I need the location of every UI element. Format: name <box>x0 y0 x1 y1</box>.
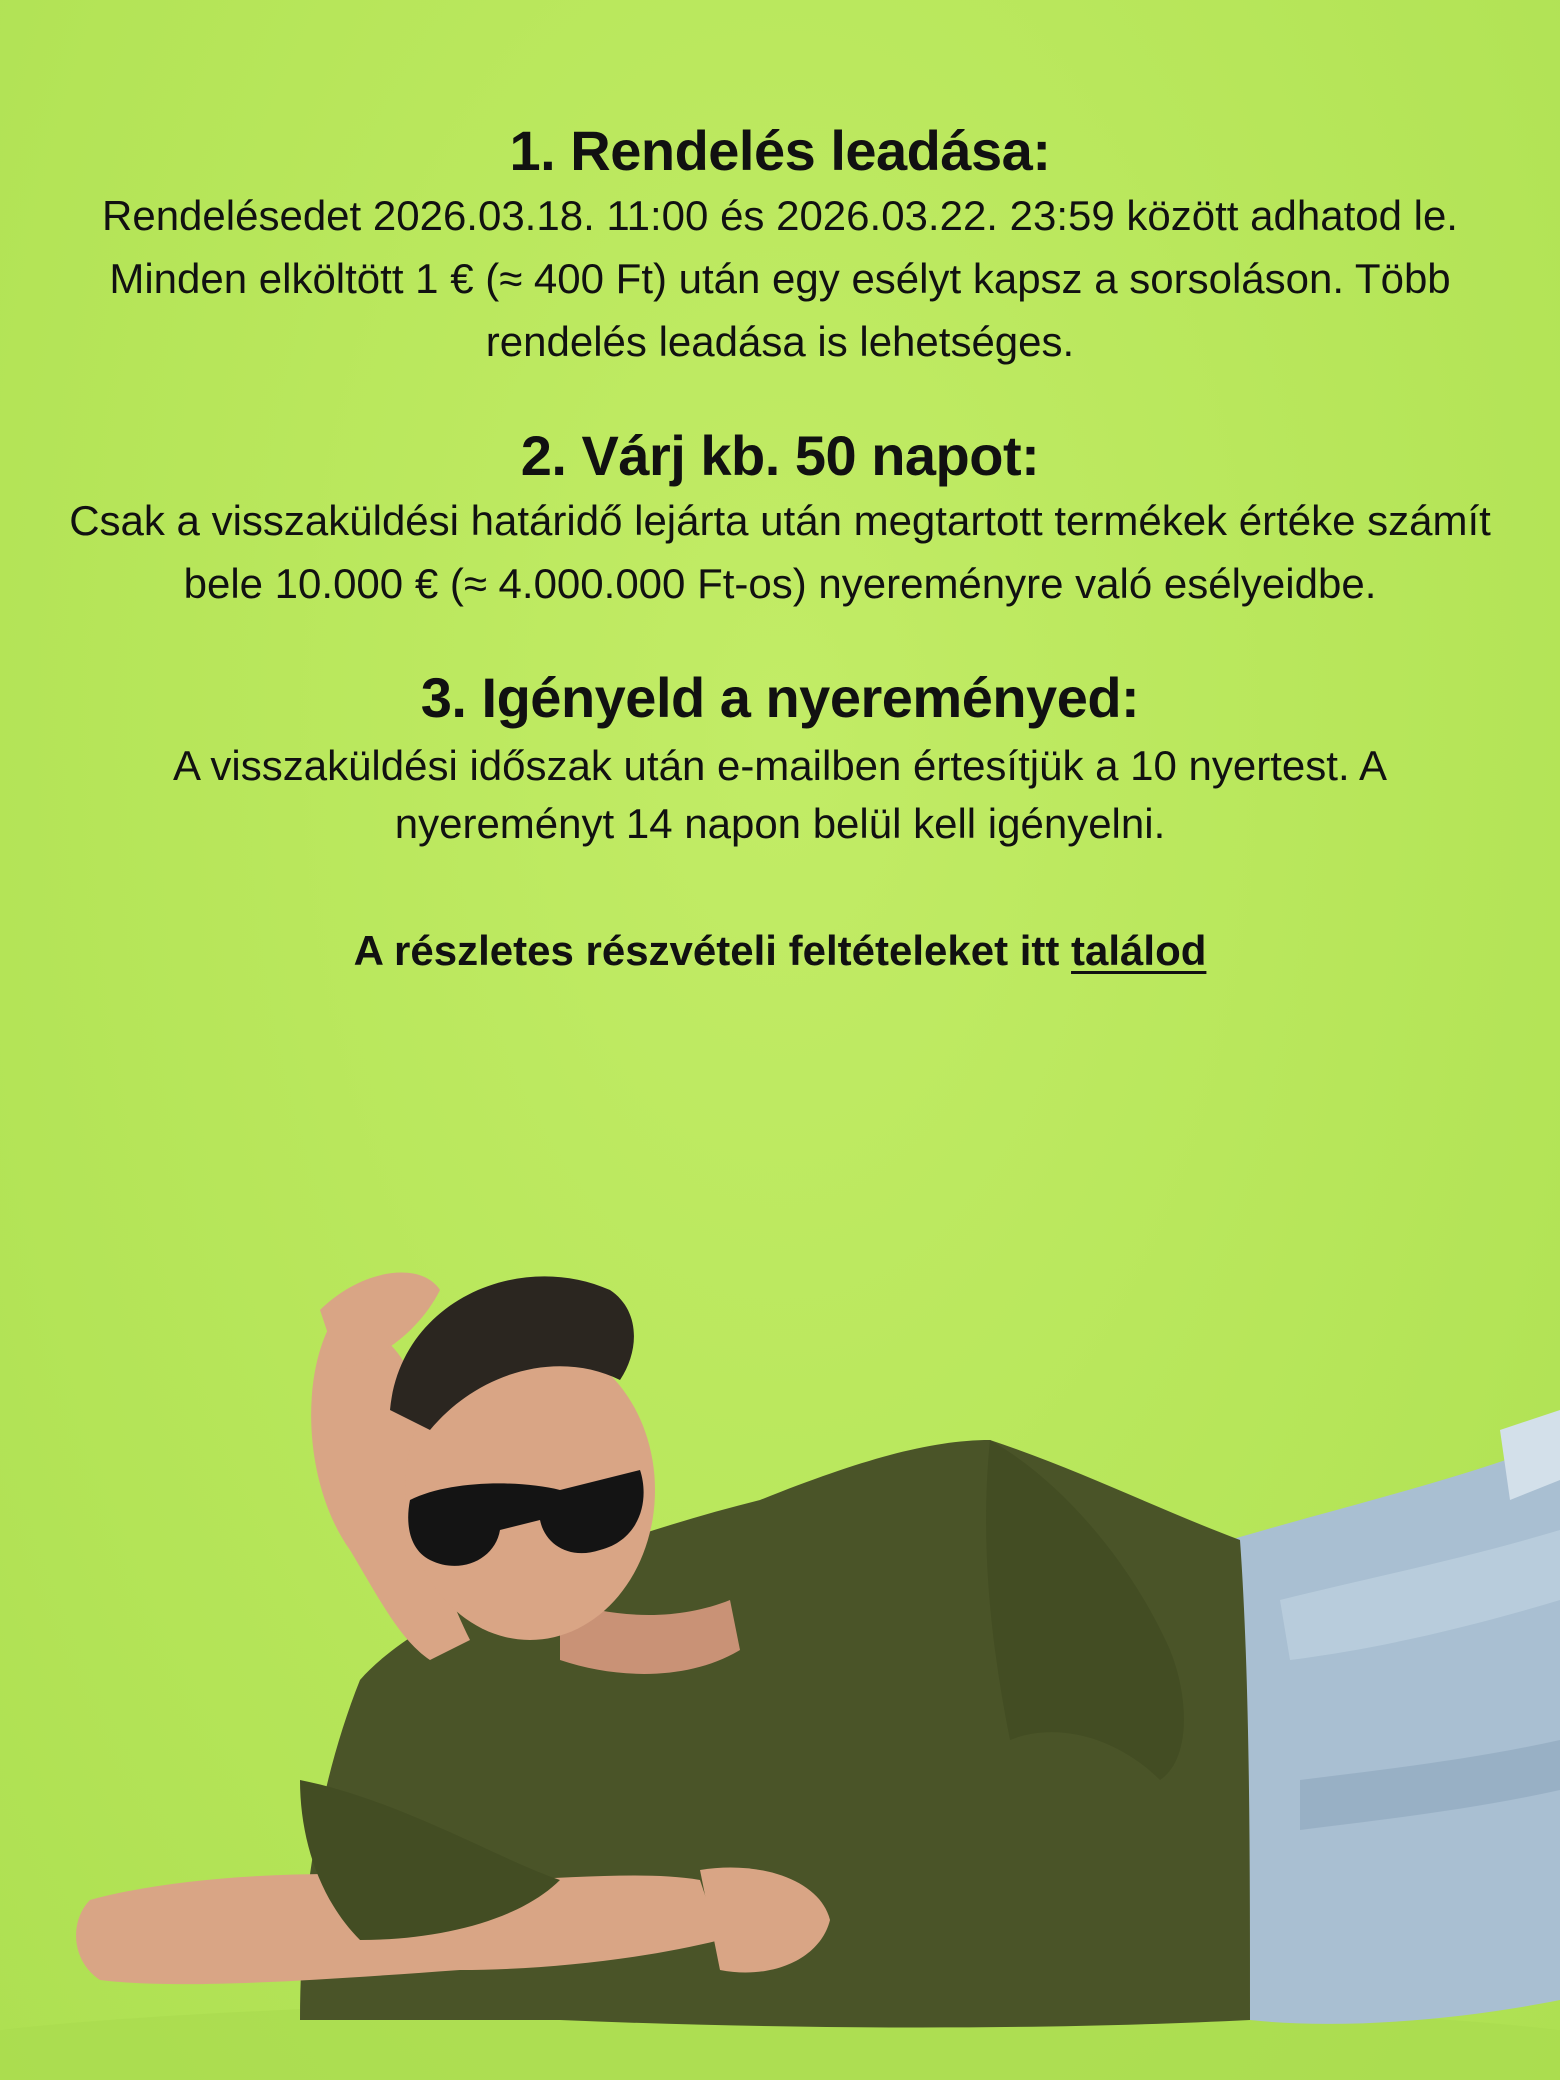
step-wait <box>60 423 1500 615</box>
terms-link[interactable]: találod <box>1071 927 1207 974</box>
step-order-text: Rendelésedet 2026.03.18. 11:00 és 2026.03.22. 23:59 között adhatod le. Minden elköltött 1 € (≈ 400 Ft) után egy esélyt kapsz a sorsoláson. Több rendelés leadása is lehetséges. <box>102 192 1458 365</box>
step-order-title: 1. Rendelés leadása: <box>509 119 1051 182</box>
step-wait-title: 2. Várj kb. 50 napot: <box>520 424 1040 487</box>
step-claim-title: 3. Igényeld a nyereményed: <box>420 666 1140 729</box>
step-wait-text: Csak a visszaküldési határidő lejárta után megtartott termékek értéke számít bele 10.000 € (≈ 4.000.000 Ft-os) nyereményre való esélyeidbe. <box>69 497 1491 607</box>
step-order <box>60 118 1500 373</box>
steps-section <box>60 118 1500 1019</box>
model-photo <box>0 1180 1560 2080</box>
step-claim <box>60 665 1500 853</box>
step-claim-text: A visszaküldési időszak után e-mailben értesítjük a 10 nyertest. A nyereményt 14 napon belül kell igényelni. <box>173 742 1387 847</box>
terms-line <box>60 925 1500 977</box>
terms-text: A részletes részvételi feltételeket itt <box>353 927 1072 974</box>
